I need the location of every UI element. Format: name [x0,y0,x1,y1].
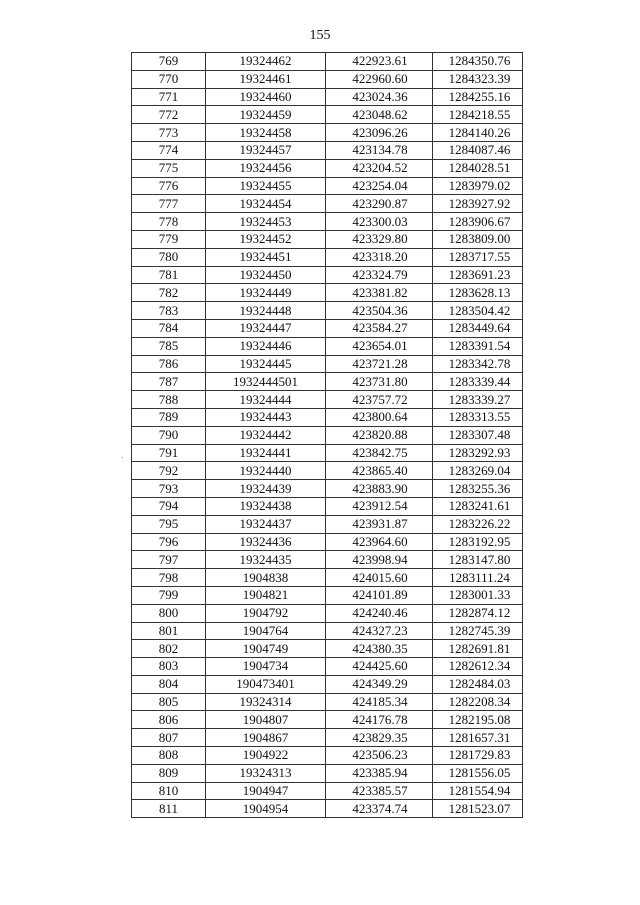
x-coordinate-cell: 423584.27 [326,319,433,337]
x-coordinate-cell: 423829.35 [326,729,433,747]
table-row [132,444,523,462]
point-id-cell: 1904838 [206,569,326,587]
point-number-cell: 786 [132,355,206,373]
point-number-cell: 795 [132,515,206,533]
y-coordinate-cell: 1283111.24 [433,569,523,587]
point-id-cell: 19324459 [206,106,326,124]
y-coordinate-cell: 1283241.61 [433,497,523,515]
point-number-cell: 782 [132,284,206,302]
point-id-cell: 1904792 [206,604,326,622]
point-id-cell: 19324443 [206,408,326,426]
x-coordinate-cell: 423721.28 [326,355,433,373]
table-row [132,675,523,693]
table-row [132,764,523,782]
y-coordinate-cell: 1283809.00 [433,230,523,248]
y-coordinate-cell: 1281657.31 [433,729,523,747]
point-number-cell: 783 [132,302,206,320]
point-id-cell: 1904749 [206,640,326,658]
table-row [132,373,523,391]
y-coordinate-cell: 1284140.26 [433,124,523,142]
table-row [132,195,523,213]
table-row [132,213,523,231]
point-id-cell: 1904821 [206,586,326,604]
table-row [132,800,523,818]
point-id-cell: 1904922 [206,747,326,765]
y-coordinate-cell: 1283342.78 [433,355,523,373]
y-coordinate-cell: 1281554.94 [433,782,523,800]
x-coordinate-cell: 423096.26 [326,124,433,142]
table-row [132,782,523,800]
x-coordinate-cell: 423254.04 [326,177,433,195]
point-number-cell: 803 [132,658,206,676]
y-coordinate-cell: 1284087.46 [433,141,523,159]
y-coordinate-cell: 1283313.55 [433,408,523,426]
x-coordinate-cell: 423048.62 [326,106,433,124]
x-coordinate-cell: 424015.60 [326,569,433,587]
y-coordinate-cell: 1284255.16 [433,88,523,106]
coordinates-table [131,52,523,818]
point-id-cell: 19324440 [206,462,326,480]
point-id-cell: 1904867 [206,729,326,747]
table-row [132,586,523,604]
point-id-cell: 19324313 [206,764,326,782]
table-row [132,747,523,765]
point-number-cell: 807 [132,729,206,747]
x-coordinate-cell: 423504.36 [326,302,433,320]
point-number-cell: 799 [132,586,206,604]
y-coordinate-cell: 1284323.39 [433,70,523,88]
point-id-cell: 19324447 [206,319,326,337]
x-coordinate-cell: 423290.87 [326,195,433,213]
x-coordinate-cell: 424101.89 [326,586,433,604]
point-id-cell: 19324458 [206,124,326,142]
point-number-cell: 787 [132,373,206,391]
point-id-cell: 19324439 [206,480,326,498]
x-coordinate-cell: 423865.40 [326,462,433,480]
table-row [132,622,523,640]
point-id-cell: 19324436 [206,533,326,551]
point-id-cell: 19324442 [206,426,326,444]
x-coordinate-cell: 423204.52 [326,159,433,177]
table-row [132,53,523,71]
x-coordinate-cell: 423654.01 [326,337,433,355]
y-coordinate-cell: 1283927.92 [433,195,523,213]
y-coordinate-cell: 1282874.12 [433,604,523,622]
x-coordinate-cell: 423024.36 [326,88,433,106]
x-coordinate-cell: 423385.57 [326,782,433,800]
point-number-cell: 797 [132,551,206,569]
point-id-cell: 19324453 [206,213,326,231]
point-number-cell: 811 [132,800,206,818]
point-id-cell: 19324462 [206,53,326,71]
x-coordinate-cell: 423964.60 [326,533,433,551]
table-row [132,391,523,409]
point-id-cell: 19324444 [206,391,326,409]
point-id-cell: 190473401 [206,675,326,693]
point-id-cell: 19324449 [206,284,326,302]
x-coordinate-cell: 423800.64 [326,408,433,426]
x-coordinate-cell: 422923.61 [326,53,433,71]
table-row [132,319,523,337]
point-id-cell: 19324454 [206,195,326,213]
point-number-cell: 789 [132,408,206,426]
y-coordinate-cell: 1283691.23 [433,266,523,284]
table-row [132,355,523,373]
y-coordinate-cell: 1283717.55 [433,248,523,266]
y-coordinate-cell: 1283292.93 [433,444,523,462]
table-row [132,284,523,302]
y-coordinate-cell: 1282612.34 [433,658,523,676]
y-coordinate-cell: 1282195.08 [433,711,523,729]
x-coordinate-cell: 424176.78 [326,711,433,729]
x-coordinate-cell: 423998.94 [326,551,433,569]
point-number-cell: 794 [132,497,206,515]
y-coordinate-cell: 1284028.51 [433,159,523,177]
point-id-cell: 19324450 [206,266,326,284]
point-number-cell: 771 [132,88,206,106]
x-coordinate-cell: 423385.94 [326,764,433,782]
table-row [132,88,523,106]
y-coordinate-cell: 1282208.34 [433,693,523,711]
y-coordinate-cell: 1283307.48 [433,426,523,444]
page-number: 155 [309,28,331,43]
table-row [132,159,523,177]
point-id-cell: 1904947 [206,782,326,800]
y-coordinate-cell: 1283449.64 [433,319,523,337]
y-coordinate-cell: 1283147.80 [433,551,523,569]
table-row [132,604,523,622]
point-id-cell: 19324457 [206,141,326,159]
point-id-cell: 19324461 [206,70,326,88]
x-coordinate-cell: 423757.72 [326,391,433,409]
table-row [132,70,523,88]
point-number-cell: 804 [132,675,206,693]
point-id-cell: 19324455 [206,177,326,195]
point-id-cell: 19324456 [206,159,326,177]
point-number-cell: 809 [132,764,206,782]
table-row [132,480,523,498]
y-coordinate-cell: 1283226.22 [433,515,523,533]
point-id-cell: 19324445 [206,355,326,373]
point-id-cell: 1904764 [206,622,326,640]
table-row [132,302,523,320]
table-row [132,426,523,444]
y-coordinate-cell: 1284350.76 [433,53,523,71]
table-row [132,729,523,747]
point-id-cell: 19324438 [206,497,326,515]
y-coordinate-cell: 1282745.39 [433,622,523,640]
point-number-cell: 777 [132,195,206,213]
y-coordinate-cell: 1283906.67 [433,213,523,231]
y-coordinate-cell: 1283628.13 [433,284,523,302]
point-number-cell: 802 [132,640,206,658]
y-coordinate-cell: 1283255.36 [433,480,523,498]
x-coordinate-cell: 423883.90 [326,480,433,498]
x-coordinate-cell: 424349.29 [326,675,433,693]
table-row [132,693,523,711]
x-coordinate-cell: 423374.74 [326,800,433,818]
x-coordinate-cell: 424185.34 [326,693,433,711]
x-coordinate-cell: 423842.75 [326,444,433,462]
point-number-cell: 792 [132,462,206,480]
point-number-cell: 810 [132,782,206,800]
point-number-cell: 773 [132,124,206,142]
x-coordinate-cell: 422960.60 [326,70,433,88]
x-coordinate-cell: 423731.80 [326,373,433,391]
y-coordinate-cell: 1284218.55 [433,106,523,124]
table-row [132,640,523,658]
x-coordinate-cell: 423506.23 [326,747,433,765]
table-row [132,569,523,587]
point-number-cell: 769 [132,53,206,71]
point-id-cell: 1904954 [206,800,326,818]
y-coordinate-cell: 1281556.05 [433,764,523,782]
x-coordinate-cell: 423134.78 [326,141,433,159]
table-row [132,177,523,195]
point-number-cell: 796 [132,533,206,551]
x-coordinate-cell: 424327.23 [326,622,433,640]
point-number-cell: 780 [132,248,206,266]
table-row [132,106,523,124]
point-number-cell: 791 [132,444,206,462]
x-coordinate-cell: 423324.79 [326,266,433,284]
coordinates-table-body [132,53,523,818]
point-number-cell: 776 [132,177,206,195]
point-number-cell: 793 [132,480,206,498]
point-id-cell: 19324460 [206,88,326,106]
table-row [132,266,523,284]
point-id-cell: 1904734 [206,658,326,676]
point-number-cell: 785 [132,337,206,355]
point-number-cell: 788 [132,391,206,409]
point-number-cell: 801 [132,622,206,640]
table-row [132,141,523,159]
y-coordinate-cell: 1283192.95 [433,533,523,551]
point-id-cell: 19324448 [206,302,326,320]
x-coordinate-cell: 424380.35 [326,640,433,658]
point-number-cell: 779 [132,230,206,248]
y-coordinate-cell: 1283504.42 [433,302,523,320]
y-coordinate-cell: 1281523.07 [433,800,523,818]
point-id-cell: 1932444501 [206,373,326,391]
table-row [132,497,523,515]
point-number-cell: 772 [132,106,206,124]
table-row [132,230,523,248]
point-number-cell: 774 [132,141,206,159]
y-coordinate-cell: 1283391.54 [433,337,523,355]
scan-speck [122,457,123,458]
point-id-cell: 19324314 [206,693,326,711]
x-coordinate-cell: 423318.20 [326,248,433,266]
table-row [132,658,523,676]
point-id-cell: 19324446 [206,337,326,355]
y-coordinate-cell: 1281729.83 [433,747,523,765]
table-row [132,533,523,551]
y-coordinate-cell: 1283001.33 [433,586,523,604]
point-id-cell: 19324437 [206,515,326,533]
table-row [132,515,523,533]
y-coordinate-cell: 1283269.04 [433,462,523,480]
x-coordinate-cell: 424240.46 [326,604,433,622]
point-number-cell: 790 [132,426,206,444]
y-coordinate-cell: 1282484.03 [433,675,523,693]
point-id-cell: 1904807 [206,711,326,729]
point-id-cell: 19324451 [206,248,326,266]
table-row [132,337,523,355]
x-coordinate-cell: 423931.87 [326,515,433,533]
point-number-cell: 805 [132,693,206,711]
x-coordinate-cell: 423381.82 [326,284,433,302]
table-row [132,551,523,569]
y-coordinate-cell: 1283979.02 [433,177,523,195]
point-number-cell: 808 [132,747,206,765]
x-coordinate-cell: 423300.03 [326,213,433,231]
point-number-cell: 798 [132,569,206,587]
x-coordinate-cell: 423912.54 [326,497,433,515]
table-row [132,462,523,480]
point-number-cell: 778 [132,213,206,231]
point-id-cell: 19324452 [206,230,326,248]
y-coordinate-cell: 1283339.27 [433,391,523,409]
table-row [132,408,523,426]
y-coordinate-cell: 1283339.44 [433,373,523,391]
point-number-cell: 781 [132,266,206,284]
point-id-cell: 19324435 [206,551,326,569]
point-number-cell: 806 [132,711,206,729]
point-number-cell: 784 [132,319,206,337]
x-coordinate-cell: 423820.88 [326,426,433,444]
x-coordinate-cell: 424425.60 [326,658,433,676]
point-id-cell: 19324441 [206,444,326,462]
table-row [132,711,523,729]
x-coordinate-cell: 423329.80 [326,230,433,248]
point-number-cell: 800 [132,604,206,622]
point-number-cell: 775 [132,159,206,177]
point-number-cell: 770 [132,70,206,88]
y-coordinate-cell: 1282691.81 [433,640,523,658]
table-row [132,248,523,266]
table-row [132,124,523,142]
